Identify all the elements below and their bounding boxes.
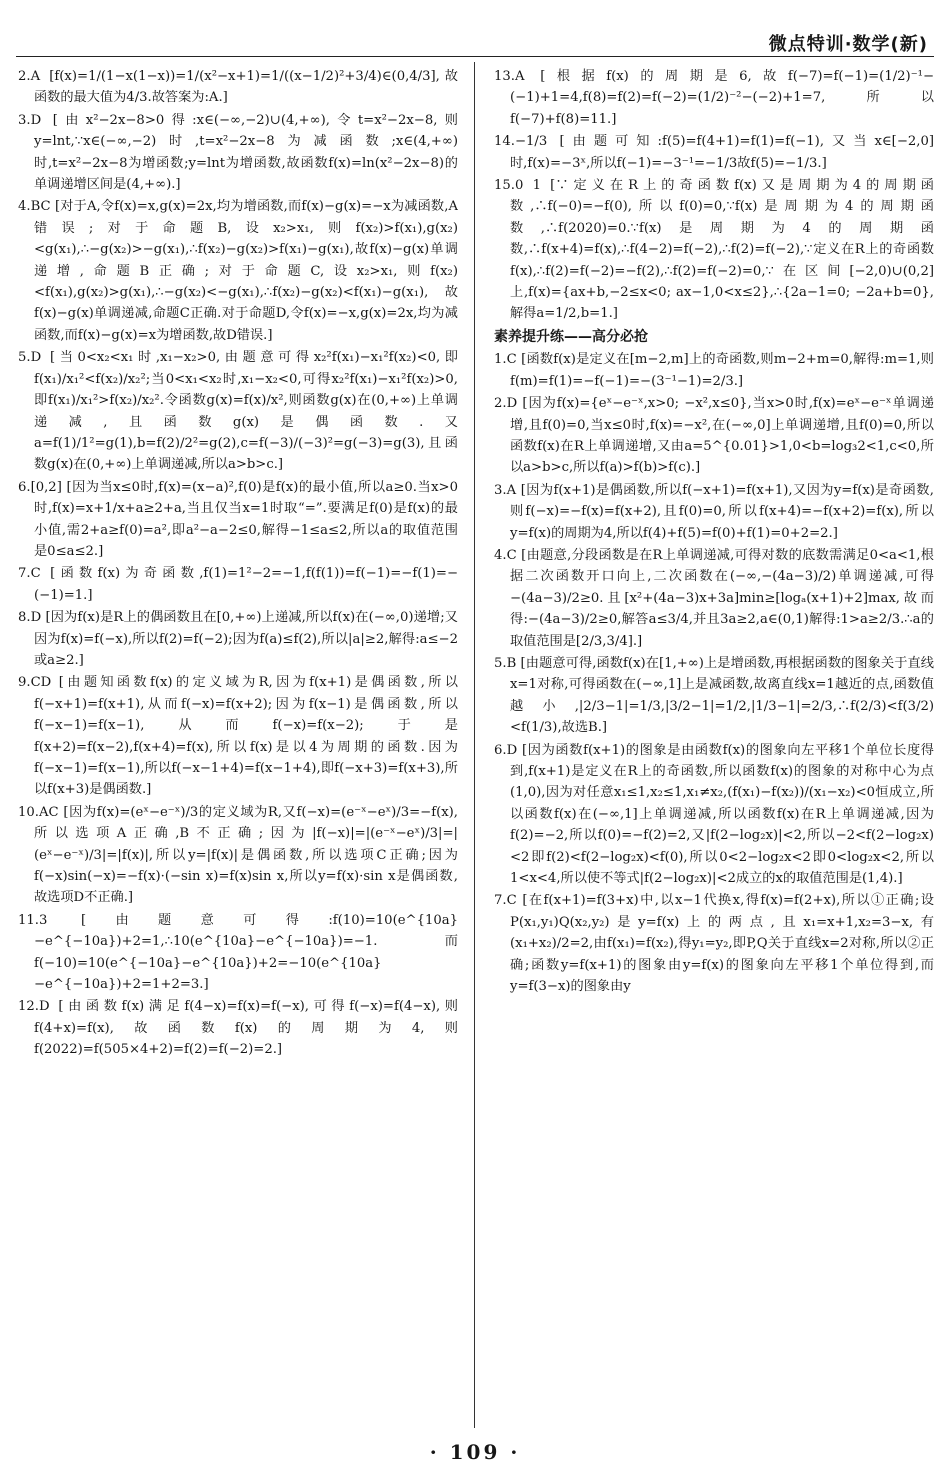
answer-item: 3.D [由x²−2x−8>0得:x∈(−∞,−2)∪(4,+∞),令t=x²−2x−8,则y=lnt,∵x∈(−∞,−2)时,t=x²−2x−8为减函数;x∈(4,+∞)时,t=x²−2x−8为增函数;y=lnt为增函数,故函数f(x)=ln(x²−2x−8)的单调递增区间是(4,+∞).] [18, 112, 458, 193]
answer-item: 5.D [当0<x₂<x₁时,x₁−x₂>0,由题意可得x₂²f(x₁)−x₁²f(x₂)<0,即f(x₁)/x₁²<f(x₂)/x₂²;当0<x₁<x₂时,x₁−x₂<0,可得x₂²f(x₁)−x₁²f(x₂)>0,即f(x₁)/x₁²>f(x₂)/x₂².令函数g(x)=f(x)/x²,则函数g(x)在(0,+∞)上单调递减,且函数g(x)是偶函数.又a=f(1)/1²=g(1),b=f(2)/2²=g(2),c=f(−3)/(−3)²=g(−3)=g(3),且函数g(x)在(0,+∞)上单调递减,所以a>b>c.] [18, 350, 458, 473]
right-column [494, 66, 934, 1422]
answer-item: 14.−1/3 [由题可知:f(5)=f(4+1)=f(1)=f(−1),又当x∈[−2,0]时,f(x)=−3ˣ,所以f(−1)=−3⁻¹=−1/3故f(5)=−1/3.] [494, 134, 934, 171]
page-header [0, 28, 950, 54]
answer-item: 7.C [在f(x+1)=f(3+x)中,以x−1代换x,得f(x)=f(2+x),所以①正确;设P(x₁,y₁)Q(x₂,y₂)是y=f(x)上的两点,且x₁=x+1,x₂=3−x,有(x₁+x₂)/2=2,由f(x₁)=f(x₂),得y₁=y₂,即P,Q关于直线x=2对称,所以②正确;函数y=f(x+1)的图象由y=f(x)的图象向左平移1个单位得到,而y=f(3−x)的图象由y [494, 893, 934, 995]
column-divider [474, 62, 475, 1428]
section-heading: 素养提升练——高分必抢 [494, 328, 648, 345]
answer-item: 13.A [根据f(x)的周期是6,故f(−7)=f(−1)=(1/2)⁻¹−(−1)+1=4,f(8)=f(2)=f(−2)=(1/2)⁻²−(−2)+1=7,所以f(−7)+f(8)=11.] [494, 69, 934, 127]
answer-item: 7.C [函数f(x)为奇函数,f(1)=1²−2=−1,f(f(1))=f(−1)=−f(1)=−(−1)=1.] [18, 566, 458, 603]
header-rule [16, 56, 934, 57]
answer-item: 12.D [由函数f(x)满足f(4−x)=f(x)=f(−x),可得f(−x)=f(4−x),则f(4+x)=f(x),故函数f(x)的周期为4,则f(2022)=f(505×4+2)=f(2)=f(−2)=2.] [18, 999, 458, 1058]
answer-item: 6.D [因为函数f(x+1)的图象是由函数f(x)的图象向左平移1个单位长度得到,f(x+1)是定义在R上的奇函数,所以函数f(x)的图象的对称中心为点(1,0),因为对任意x₁≤1,x₂≤1,x₁≠x₂,(f(x₁)−f(x₂))/(x₁−x₂)<0恒成立,所以函数f(x)在(−∞,1]上单调递减,所以函数f(x)在R上单调递减,因为f(2)=−2,所以f(0)=−f(2)=2,又|f(2−log₂x)|<2,所以−2<f(2−log₂x)<2即f(2)<f(2−log₂x)<f(0),所以0<2−log₂x<2即0<log₂x<2,所以1<x<4,所以使不等式|f(2−log₂x)|<2成立的x的取值范围是(1,4).] [494, 742, 934, 887]
answer-item: 3.A [因为f(x+1)是偶函数,所以f(−x+1)=f(x+1),又因为y=f(x)是奇函数,则f(−x)=−f(x)=f(x+2),且f(0)=0,所以f(x+4)=−f(x+2)=f(x),所以y=f(x)的周期为4,所以f(4)+f(5)=f(0)+f(1)=0+2=2.] [494, 482, 934, 541]
answer-item: 1.C [函数f(x)是定义在[m−2,m]上的奇函数,则m−2+m=0,解得:m=1,则f(m)=f(1)=−f(−1)=−(3⁻¹−1)=2/3.] [494, 352, 934, 389]
left-column [18, 66, 458, 1422]
book-title: 微点特训·数学(新) [768, 34, 928, 55]
answer-item: 6.[0,2] [因为当x≤0时,f(x)=(x−a)²,f(0)是f(x)的最小值,所以a≥0.当x>0时,f(x)=x+1/x+a≥2+a,当且仅当x=1时取“=”.要满足f(0)是f(x)的最小值,需2+a≥f(0)=a²,即a²−a−2≤0,解得−1≤a≤2,所以a的取值范围是0≤a≤2.] [18, 479, 458, 559]
answer-item: 9.CD [由题知函数f(x)的定义域为R,因为f(x+1)是偶函数,所以f(−x+1)=f(x+1),从而f(−x)=f(x+2);因为f(x−1)是偶函数,所以f(−x−1)=f(x−1),从而f(−x)=f(x−2);于是f(x+2)=f(x−2),f(x+4)=f(x),所以f(x)是以4为周期的函数.因为f(−x−1)=f(x−1),所以f(−x−1+4)=f(x−1+4),即f(−x+3)=f(x+3),所以f(x+3)是偶函数.] [18, 675, 458, 798]
answer-item: 8.D [因为f(x)是R上的偶函数且在[0,+∞)上递减,所以f(x)在(−∞,0)递增;又因为f(x)=f(−x),所以f(2)=f(−2);因为f(a)≤f(2),所以|a|≥2,解得:a≤−2或a≥2.] [18, 610, 458, 668]
answer-item: 4.C [由题意,分段函数是在R上单调递减,可得对数的底数需满足0<a<1,根据二次函数开口向上,二次函数在(−∞,−(4a−3)/2)单调递减,可得−(4a−3)/2≥0.且[x²+(4a−3)x+3a]min≥[logₐ(x+1)+2]max,故而得:−(4a−3)/2≥0,解答a≤3/4,并且3a≥2,a∈(0,1)解得:1>a≥2/3.∴a的取值范围是[2/3,3/4].] [494, 547, 934, 649]
answer-item: 2.A [f(x)=1/(1−x(1−x))=1/(x²−x+1)=1/((x−1/2)²+3/4)∈(0,4/3],故函数的最大值为4/3.故答案为:A.] [18, 69, 458, 106]
answer-item: 11.3 [由题意可得:f(10)=10(e^{10a}−e^{−10a})+2=1,∴10(e^{10a}−e^{−10a})=−1.而f(−10)=10(e^{−10a}−e^{10a})+2=−10(e^{10a}−e^{−10a})+2=1+2=3.] [18, 912, 458, 993]
answer-item: 5.B [由题意可得,函数f(x)在[1,+∞)上是增函数,再根据函数的图象关于直线x=1对称,可得函数在(−∞,1]上是减函数,故离直线x=1越近的点,函数值越小,|2/3−1|=1/3,|3/2−1|=1/2,|1/3−1|=2/3,∴f(2/3)<f(3/2)<f(1/3),故选B.] [494, 655, 934, 736]
answer-item: 15.0 1 [∵定义在R上的奇函数f(x)又是周期为4的周期函数,∴f(−0)=−f(0),所以f(0)=0,∵f(x)是周期为4的周期函数,∴f(2020)=0.∵f(x)是周期为4的周期函数,∴f(x+4)=f(x),∴f(4−2)=f(−2),∴f(2)=f(−2),∵定义在R上的奇函数f(x),∴f(2)=f(−2)=−f(2),∴f(2)=f(−2)=0,∵在区间[−2,0)∪(0,2]上,f(x)={ax+b,−2≤x<0; ax−1,0<x≤2},∴{2a−1=0; −2a+b=0},解得a=1/2,b=1.] [494, 178, 934, 322]
page-number: · 109 · [429, 1440, 521, 1464]
answer-item: 2.D [因为f(x)={eˣ−e⁻ˣ,x>0; −x²,x≤0},当x>0时,f(x)=eˣ−e⁻ˣ单调递增,且f(0)=0,当x≤0时,f(x)=−x²,在(−∞,0]上单调递增,且f(0)=0,所以函数f(x)在R上单调递增,又由a=5^{0.01}>1,0<b=log₃2<1,c<0,所以a>b>c,所以f(a)>f(b)>f(c).] [494, 396, 934, 476]
answer-item: 4.BC [对于A,令f(x)=x,g(x)=2x,均为增函数,而f(x)−g(x)=−x为减函数,A错误;对于命题B,设x₂>x₁,则f(x₂)>f(x₁),g(x₂)<g(x₁),∴−g(x₂)>−g(x₁),∴f(x₂)−g(x₂)>f(x₁)−g(x₁),故f(x)−g(x)单调递增,命题B正确;对于命题C,设x₂>x₁,则f(x₂)<f(x₁),g(x₂)>g(x₁),∴−g(x₂)<−g(x₁),∴f(x₂)−g(x₂)<f(x₁)−g(x₁),故f(x)−g(x)单调递减,命题C正确.对于命题D,令f(x)=−x,g(x)=2x,均为减函数,而f(x)−g(x)=x为增函数,故D错误.] [18, 199, 458, 343]
answer-item: 10.AC [因为f(x)=(eˣ−e⁻ˣ)/3的定义域为R,又f(−x)=(e⁻ˣ−eˣ)/3=−f(x),所以选项A正确,B不正确;因为|f(−x)|=|(e⁻ˣ−eˣ)/3|=|(eˣ−e⁻ˣ)/3|=|f(x)|,所以y=|f(x)|是偶函数,所以选项C正确;因为f(−x)sin(−x)=−f(x)·(−sin x)=f(x)sin x,所以y=f(x)·sin x是偶函数,故选项D不正确.] [18, 804, 458, 906]
